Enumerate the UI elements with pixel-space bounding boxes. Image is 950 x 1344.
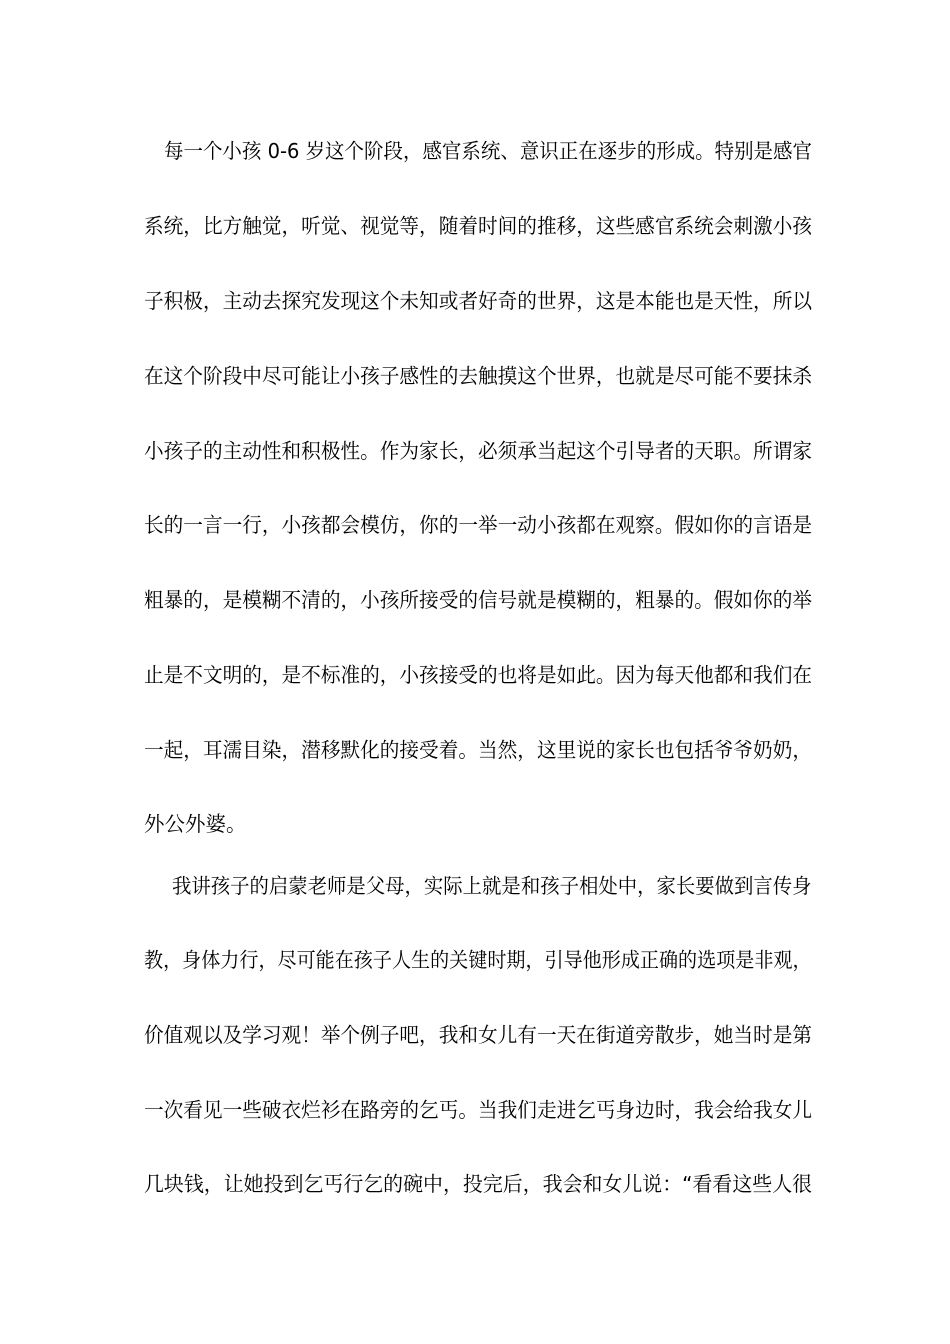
text-line: 每一个小孩 0-6 岁这个阶段，感官系统、意识正在逐步的形成。特别是感官	[164, 139, 812, 163]
text-line: 小孩子的主动性和积极性。作为家长，必须承当起这个引导者的天职。所谓家	[144, 439, 813, 463]
text-line: 长的一言一行，小孩都会模仿，你的一举一动小孩都在观察。假如你的言语是	[144, 513, 813, 537]
text-line: 一起，耳濡目染，潜移默化的接受着。当然，这里说的家长也包括爷爷奶奶，	[144, 738, 813, 762]
text-line: 我讲孩子的启蒙老师是父母，实际上就是和孩子相处中，家长要做到言传身	[172, 874, 812, 898]
text-line: 教，身体力行，尽可能在孩子人生的关键时期，引导他形成正确的选项是非观，	[144, 948, 812, 972]
text-line: 子积极，主动去探究发现这个未知或者好奇的世界，这是本能也是天性，所以	[144, 289, 813, 313]
text-line: 在这个阶段中尽可能让小孩子感性的去触摸这个世界，也就是尽可能不要抹杀	[144, 364, 813, 388]
text-line: 止是不文明的，是不标准的，小孩接受的也将是如此。因为每天他都和我们在	[144, 663, 813, 687]
text-line: 价值观以及学习观！举个例子吧，我和女儿有一天在街道旁散步，她当时是第	[144, 1023, 813, 1047]
text-line: 系统，比方触觉，听觉、视觉等，随着时间的推移，这些感官系统会刺激小孩	[144, 214, 813, 238]
text-line: 一次看见一些破衣烂衫在路旁的乞丐。当我们走进乞丐身边时，我会给我女儿	[144, 1098, 813, 1122]
text-line: 几块钱，让她投到乞丐行乞的碗中，投完后，我会和女儿说：“看看这些人很	[144, 1172, 813, 1196]
text-line: 外公外婆。	[144, 812, 247, 836]
text-line: 粗暴的，是模糊不清的，小孩所接受的信号就是模糊的，粗暴的。假如你的举	[144, 588, 813, 612]
